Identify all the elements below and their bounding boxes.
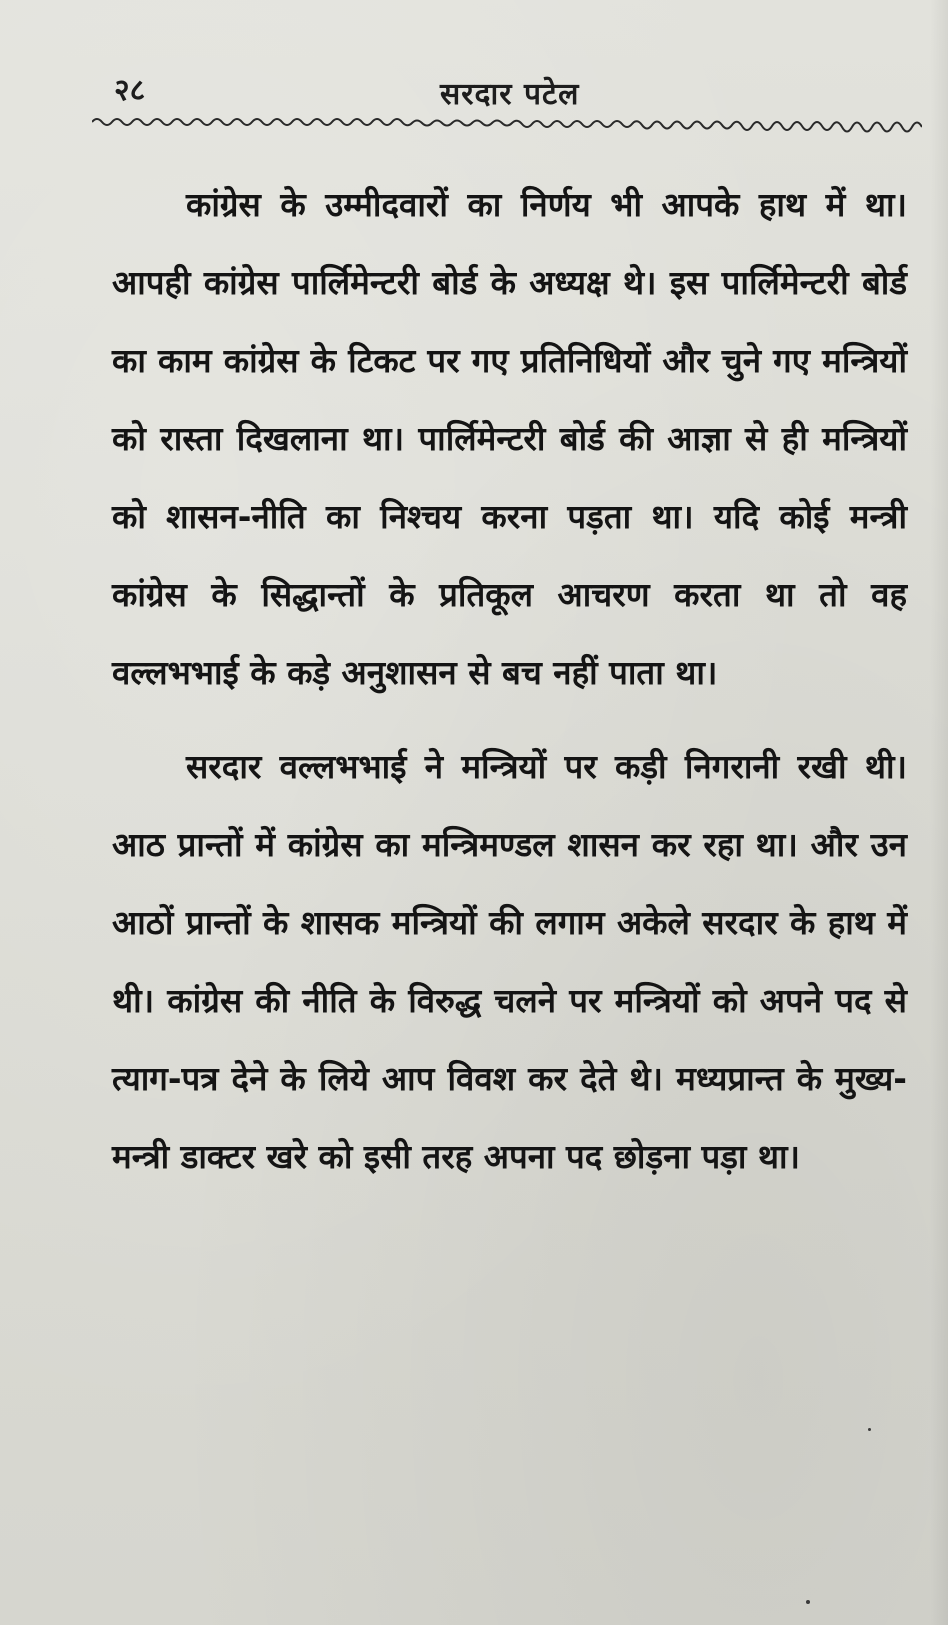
paragraph-1: कांग्रेस के उम्मीदवारों का निर्णय भी आपके हाथ में था। आपही कांग्रेस पार्लिमेन्टरी बोर्ड के अध्यक्ष थे। इस पार्लिमेन्टरी बोर्ड का काम कांग्रेस के टिकट पर गए प्रतिनिधियों और चुने गए मन्त्रियों को रास्ता दिखलाना था। पार्लिमेन्टरी बोर्ड की आज्ञा से ही मन्त्रियों को शासन-नीति का निश्चय करना पड़ता था। यदि कोई मन्त्री कांग्रेस के सिद्धान्तों के प्रतिकूल आचरण करता था तो वह वल्लभभाई के कड़े अनुशासन से बच नहीं पाता था। [112, 185, 907, 692]
paragraph-2: सरदार वल्लभभाई ने मन्त्रियों पर कड़ी निगरानी रखी थी। आठ प्रान्तों में कांग्रेस का मन्त्रिमण्डल शासन कर रहा था। और उन आठों प्रान्तों के शासक मन्त्रियों की लगाम अकेले सरदार के हाथ में थी। कांग्रेस की नीति के विरुद्ध चलने पर मन्त्रियों को अपने पद से त्याग-पत्र देने के लिये आप विवश कर देते थे। मध्यप्रान्त के मुख्य-मन्त्री डाक्टर खरे को इसी तरह अपना पद छोड़ना पड़ा था। [112, 747, 907, 1176]
wavy-header-rule [92, 112, 922, 136]
page-number: २८ [114, 73, 146, 108]
print-speck [806, 1600, 810, 1604]
page-header [100, 68, 912, 118]
print-speck [868, 1428, 871, 1431]
body-text [112, 166, 907, 1196]
running-title: सरदार पटेल [440, 77, 580, 112]
page-edge-shadow [930, 0, 948, 1625]
